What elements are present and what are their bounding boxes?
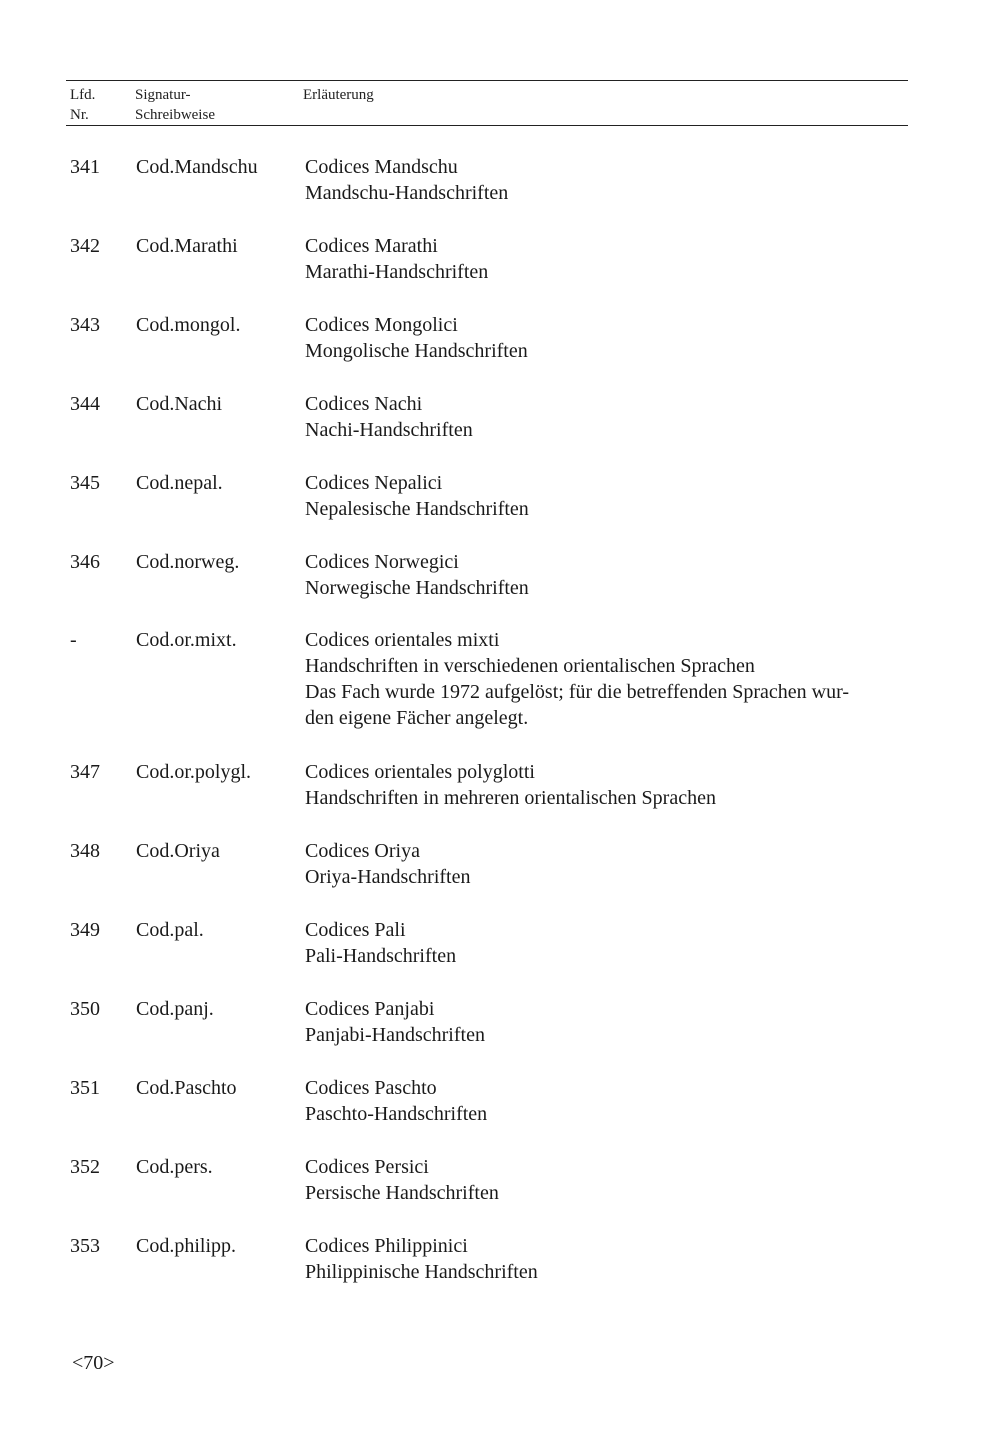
entry-erlaeuterung-line: Paschto-Handschriften [305,1103,488,1125]
entry-signatur: Cod.panj. [136,998,214,1020]
column-header-signatur-line2: Schreibweise [135,107,215,123]
entry-signatur: Cod.Paschto [136,1077,237,1099]
entry-signatur: Cod.or.mixt. [136,629,237,651]
entry-erlaeuterung [305,838,925,890]
entry-erlaeuterung-line: Oriya-Handschriften [305,866,471,888]
entry-signatur: Cod.mongol. [136,314,241,336]
entry-number: - [70,629,77,651]
entry-number: 346 [70,551,100,573]
entry-number: 349 [70,919,100,941]
column-header-nr-line1: Lfd. [70,87,96,103]
entry-number: 351 [70,1077,100,1099]
entry-erlaeuterung [305,470,925,522]
entry-erlaeuterung-line: Codices Mandschu [305,156,458,178]
entry-erlaeuterung-line: Mongolische Handschriften [305,340,528,362]
entry-number: 350 [70,998,100,1020]
entry-signatur: Cod.or.polygl. [136,761,252,783]
entry-erlaeuterung-line: Codices Paschto [305,1077,437,1099]
entry-signatur: Cod.nepal. [136,472,223,494]
entry-number: 343 [70,314,100,336]
column-header-signatur [135,85,215,125]
entry-signatur: Cod.Oriya [136,840,220,862]
entry-erlaeuterung [305,154,925,206]
entry-erlaeuterung-line: Codices Oriya [305,840,420,862]
column-header-erlaeuterung: Erläuterung [303,87,374,103]
entry-erlaeuterung-line: den eigene Fächer angelegt. [305,707,529,729]
entry-erlaeuterung-line: Codices Persici [305,1156,429,1178]
entry-number: 347 [70,761,100,783]
page-number: <70> [72,1352,115,1374]
column-header-signatur-line1: Signatur- [135,87,191,103]
header-top-rule [66,80,908,81]
entry-erlaeuterung-line: Codices Panjabi [305,998,435,1020]
entry-erlaeuterung-line: Codices Nepalici [305,472,443,494]
entry-erlaeuterung-line: Codices Philippinici [305,1235,468,1257]
entry-erlaeuterung-line: Pali-Handschriften [305,945,457,967]
entry-erlaeuterung-line: Codices Mongolici [305,314,458,336]
entry-number: 353 [70,1235,100,1257]
entry-erlaeuterung-line: Codices Norwegici [305,551,459,573]
entry-erlaeuterung-line: Nepalesische Handschriften [305,498,529,520]
entry-signatur: Cod.Marathi [136,235,238,257]
column-header-nr-line2: Nr. [70,107,89,123]
entry-number: 348 [70,840,100,862]
entry-erlaeuterung-line: Mandschu-Handschriften [305,182,509,204]
entry-erlaeuterung-line: Das Fach wurde 1972 aufgelöst; für die betreffenden Sprachen wur- [305,681,850,703]
entry-signatur: Cod.Nachi [136,393,223,415]
column-header-nr [70,85,95,125]
entry-erlaeuterung [305,759,925,811]
entry-erlaeuterung-line: Nachi-Handschriften [305,419,473,441]
entry-number: 342 [70,235,100,257]
entry-signatur: Cod.Mandschu [136,156,258,178]
entry-erlaeuterung-line: Handschriften in mehreren orientalischen Sprachen [305,787,716,809]
entry-erlaeuterung [305,627,925,731]
entry-erlaeuterung [305,917,925,969]
entry-erlaeuterung-line: Codices Marathi [305,235,438,257]
entry-erlaeuterung-line: Norwegische Handschriften [305,577,529,599]
entry-erlaeuterung [305,312,925,364]
entry-erlaeuterung-line: Codices Nachi [305,393,423,415]
entry-erlaeuterung-line: Handschriften in verschiedenen orientalischen Sprachen [305,655,755,677]
entry-erlaeuterung [305,1075,925,1127]
entry-erlaeuterung-line: Codices Pali [305,919,406,941]
entry-number: 341 [70,156,100,178]
entry-number: 352 [70,1156,100,1178]
entry-number: 344 [70,393,100,415]
entry-erlaeuterung-line: Panjabi-Handschriften [305,1024,485,1046]
entry-erlaeuterung-line: Codices orientales mixti [305,629,500,651]
entry-erlaeuterung [305,996,925,1048]
entry-erlaeuterung-line: Marathi-Handschriften [305,261,489,283]
entry-erlaeuterung [305,1233,925,1285]
entry-erlaeuterung-line: Philippinische Handschriften [305,1261,538,1283]
entry-erlaeuterung [305,1154,925,1206]
entry-signatur: Cod.pers. [136,1156,213,1178]
entry-erlaeuterung [305,549,925,601]
entry-erlaeuterung [305,233,925,285]
entry-signatur: Cod.norweg. [136,551,240,573]
header-bottom-rule [66,125,908,126]
entry-erlaeuterung [305,391,925,443]
entry-number: 345 [70,472,100,494]
entry-erlaeuterung-line: Codices orientales polyglotti [305,761,535,783]
entry-erlaeuterung-line: Persische Handschriften [305,1182,499,1204]
entry-signatur: Cod.philipp. [136,1235,237,1257]
entry-signatur: Cod.pal. [136,919,204,941]
